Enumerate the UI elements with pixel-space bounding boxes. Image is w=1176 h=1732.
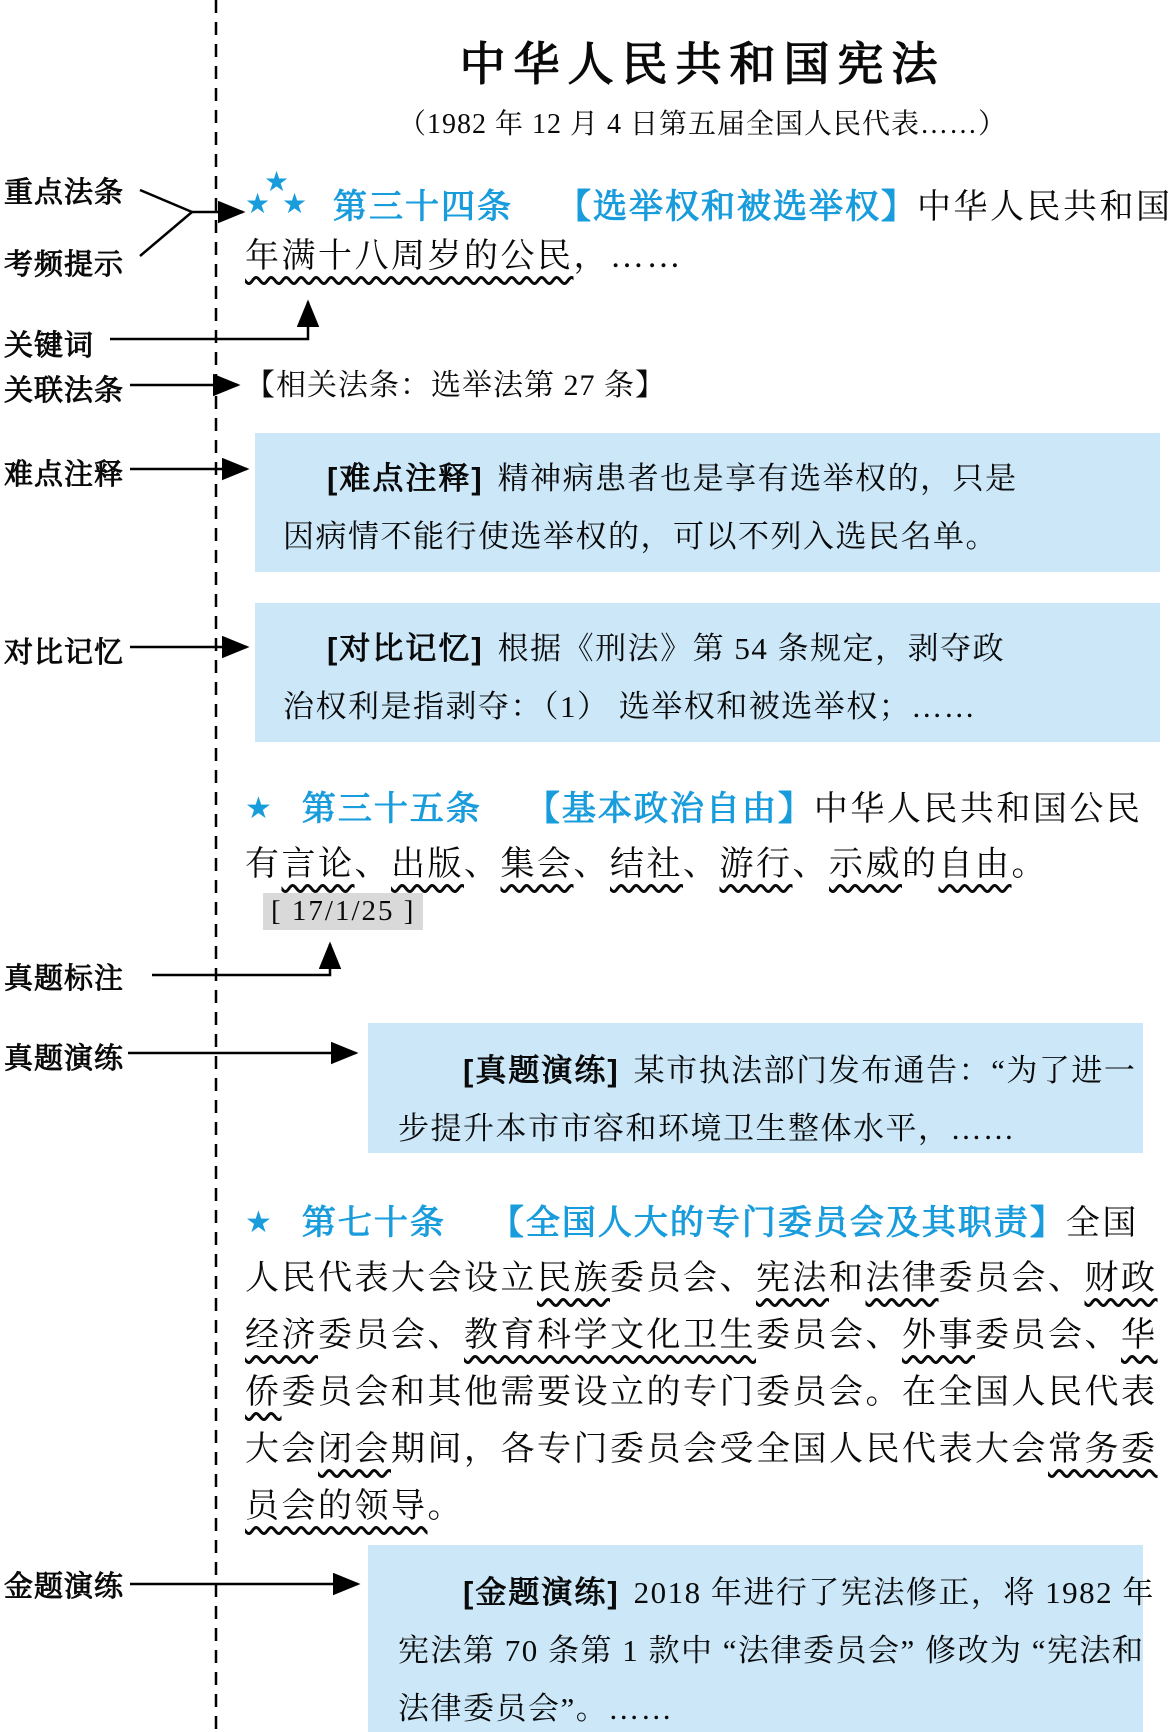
article-70-body-line: 人民代表大会设立民族委员会、宪法和法律委员会、财政 [245, 1260, 1158, 1297]
star-icon: ★ [245, 791, 272, 826]
related-articles-line: 【相关法条：选举法第 27 条】 [245, 369, 666, 402]
article-body-start: 中华人民共和国 [917, 189, 1173, 226]
arrow-key-articles [140, 190, 192, 212]
article-35-heading [245, 784, 1142, 835]
box-label: [对比记忆] [327, 631, 484, 666]
article-70-body-line: 侨委员会和其他需要设立的专门委员会。在全国人民代表 [245, 1374, 1158, 1411]
article-body-start: 全国 [1065, 1205, 1139, 1242]
box-text: 2018 年进行了宪法修正，将 1982 年 [633, 1575, 1155, 1610]
article-number: 第三十五条 [301, 790, 482, 828]
box-text: 宪法第 70 条第 1 款中 “法律委员会” 修改为 “宪法和 [398, 1633, 1145, 1668]
margin-label-gold-practice: 金题演练 [4, 1571, 125, 1603]
article-body-start: 中华人民共和国公民 [813, 791, 1143, 828]
margin-label-compare-memory: 对比记忆 [4, 637, 125, 669]
margin-label-exam-practice: 真题演练 [4, 1043, 125, 1075]
margin-label-key-articles: 重点法条 [4, 177, 125, 209]
article-number: 第三十四条 [333, 188, 513, 226]
arrow-exam-tag [152, 944, 330, 975]
margin-label-related-articles: 关联法条 [4, 375, 125, 407]
margin-label-frequency-hint: 考频提示 [4, 249, 125, 281]
box-text: 步提升本市市容和环境卫生整体水平，…… [398, 1111, 1016, 1146]
box-text: 精神病患者也是享有选举权的，只是 [497, 461, 1018, 496]
exam-practice-box [368, 1023, 1143, 1153]
arrow-frequency-hint [140, 212, 192, 256]
article-70-body-line: 大会闭会期间，各专门委员会受全国人民代表大会常务委 [245, 1431, 1158, 1468]
box-label: [难点注释] [327, 461, 484, 496]
compare-memory-box [255, 603, 1160, 742]
box-text: 因病情不能行使选举权的，可以不列入选民名单。 [283, 519, 998, 554]
page-subtitle: （1982 年 12 月 4 日第五届全国人民代表……） [397, 109, 1007, 140]
gold-practice-box [368, 1545, 1155, 1732]
margin-label-difficult-note: 难点注释 [4, 459, 125, 491]
box-label: [真题演练] [463, 1053, 620, 1088]
box-label: [金题演练] [463, 1575, 620, 1610]
article-34-body-line: 年满十八周岁的公民，…… [245, 238, 683, 275]
article-70-body-line: 员会的领导。 [245, 1488, 464, 1525]
difficult-note-box [255, 433, 1160, 572]
article-34-heading [245, 165, 1173, 233]
article-35-body-line: 有言论、出版、集会、结社、游行、示威的自由。 [245, 846, 1048, 883]
box-text: 某市执法部门发布通告：“为了进一 [633, 1053, 1137, 1088]
margin-label-exam-tag: 真题标注 [4, 963, 125, 995]
article-title-bracket: 【全国人大的专门委员会及其职责】 [489, 1204, 1066, 1242]
article-number: 第七十条 [301, 1204, 446, 1242]
box-text: 法律委员会”。…… [398, 1691, 674, 1726]
article-70-heading [245, 1198, 1139, 1249]
page-title: 中华人民共和国宪法 [459, 39, 946, 90]
article-70-body-line: 经济委员会、教育科学文化卫生委员会、外事委员会、华 [245, 1317, 1158, 1354]
star-icon: ★ [245, 1205, 272, 1240]
margin-label-keywords: 关键词 [4, 330, 95, 362]
article-title-bracket: 【基本政治自由】 [525, 790, 814, 828]
arrow-keywords [110, 302, 308, 339]
three-star-icon: ★ ★ ★ [245, 165, 308, 220]
article-title-bracket: 【选举权和被选举权】 [557, 188, 917, 226]
box-text: 治权利是指剥夺：（1） 选举权和被选举权；…… [283, 689, 977, 724]
exam-year-tag: [ 17/1/25 ] [263, 893, 423, 930]
box-text: 根据《刑法》第 54 条规定，剥夺政 [497, 631, 1006, 666]
